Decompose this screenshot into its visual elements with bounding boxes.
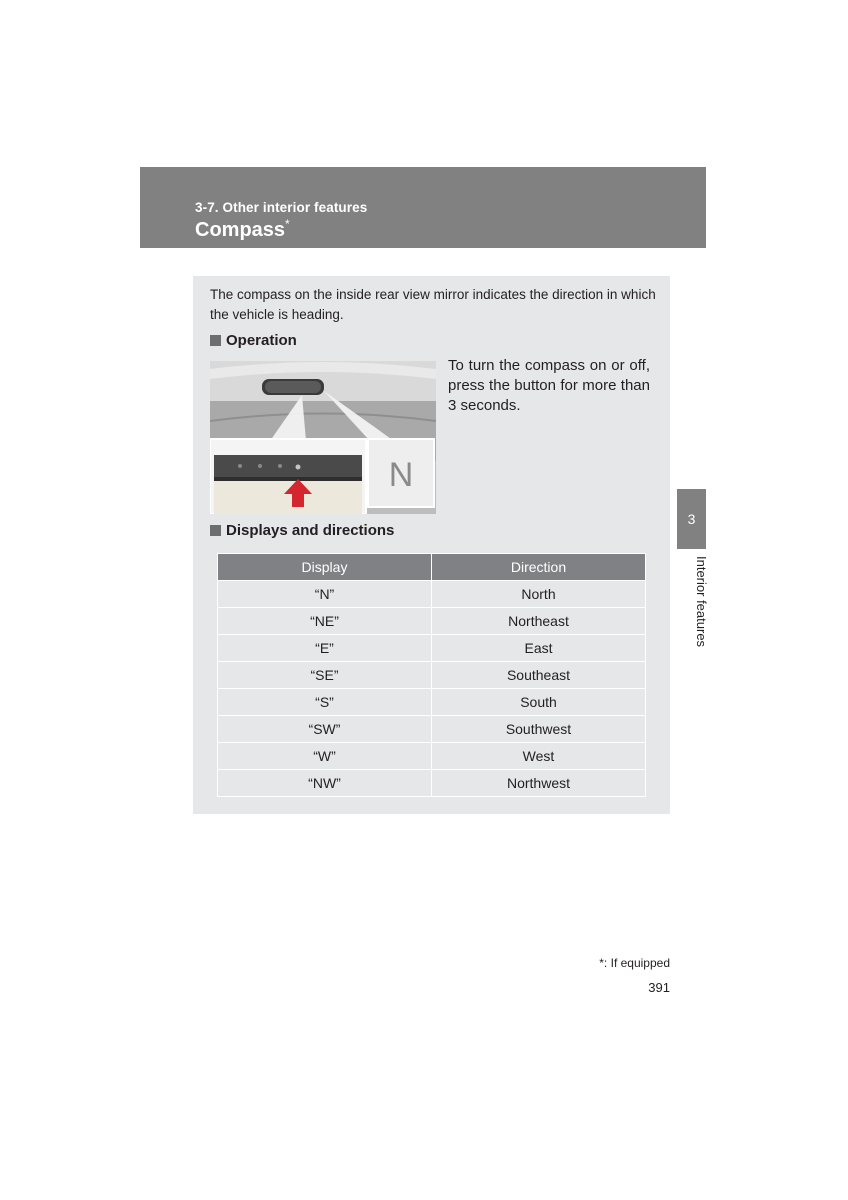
table-header-row xyxy=(218,554,646,581)
page-number: 391 xyxy=(648,980,670,995)
operation-heading xyxy=(210,332,297,349)
page-title xyxy=(195,219,290,242)
content-panel xyxy=(193,276,670,814)
mirror-illustration-svg xyxy=(210,361,436,514)
chapter-number: 3 xyxy=(687,511,696,527)
chapter-tab xyxy=(677,489,706,549)
displays-heading-text: Displays and directions xyxy=(226,522,395,539)
chapter-label: Interior features xyxy=(694,556,709,648)
direction-cell: Southwest xyxy=(432,716,646,743)
display-cell: “W” xyxy=(218,743,432,770)
column-header-direction: Direction xyxy=(432,554,646,581)
table-row xyxy=(218,635,646,662)
footnote: *: If equipped xyxy=(599,956,670,970)
direction-cell: North xyxy=(432,581,646,608)
column-header-display: Display xyxy=(218,554,432,581)
section-label: 3-7. Other interior features xyxy=(195,200,368,215)
intro-text: The compass on the inside rear view mirror indicates the direction in which the vehicle is heading. xyxy=(210,287,656,322)
direction-cell: Northwest xyxy=(432,770,646,797)
direction-cell: South xyxy=(432,689,646,716)
operation-heading-text: Operation xyxy=(226,332,297,349)
direction-cell: Southeast xyxy=(432,662,646,689)
displays-heading xyxy=(210,522,394,539)
table-row xyxy=(218,770,646,797)
display-cell: “SW” xyxy=(218,716,432,743)
equipped-mark: * xyxy=(285,217,290,231)
directions-table xyxy=(217,553,646,797)
display-cell: “NE” xyxy=(218,608,432,635)
table-row xyxy=(218,662,646,689)
bullet-square-icon xyxy=(210,525,221,536)
display-cell: “N” xyxy=(218,581,432,608)
direction-cell: East xyxy=(432,635,646,662)
table-row xyxy=(218,581,646,608)
mirror-illustration xyxy=(210,361,436,514)
header-band xyxy=(140,167,706,248)
table-row xyxy=(218,608,646,635)
display-cell: “E” xyxy=(218,635,432,662)
table-row xyxy=(218,743,646,770)
page-title-text: Compass xyxy=(195,219,286,241)
compass-display-letter: N xyxy=(388,456,414,494)
display-cell: “SE” xyxy=(218,662,432,689)
bullet-square-icon xyxy=(210,335,221,346)
table-row xyxy=(218,689,646,716)
display-cell: “NW” xyxy=(218,770,432,797)
table-row xyxy=(218,716,646,743)
display-cell: “S” xyxy=(218,689,432,716)
direction-cell: West xyxy=(432,743,646,770)
direction-cell: Northeast xyxy=(432,608,646,635)
operation-text: To turn the compass on or off, press the button for more than 3 seconds. xyxy=(448,357,650,414)
